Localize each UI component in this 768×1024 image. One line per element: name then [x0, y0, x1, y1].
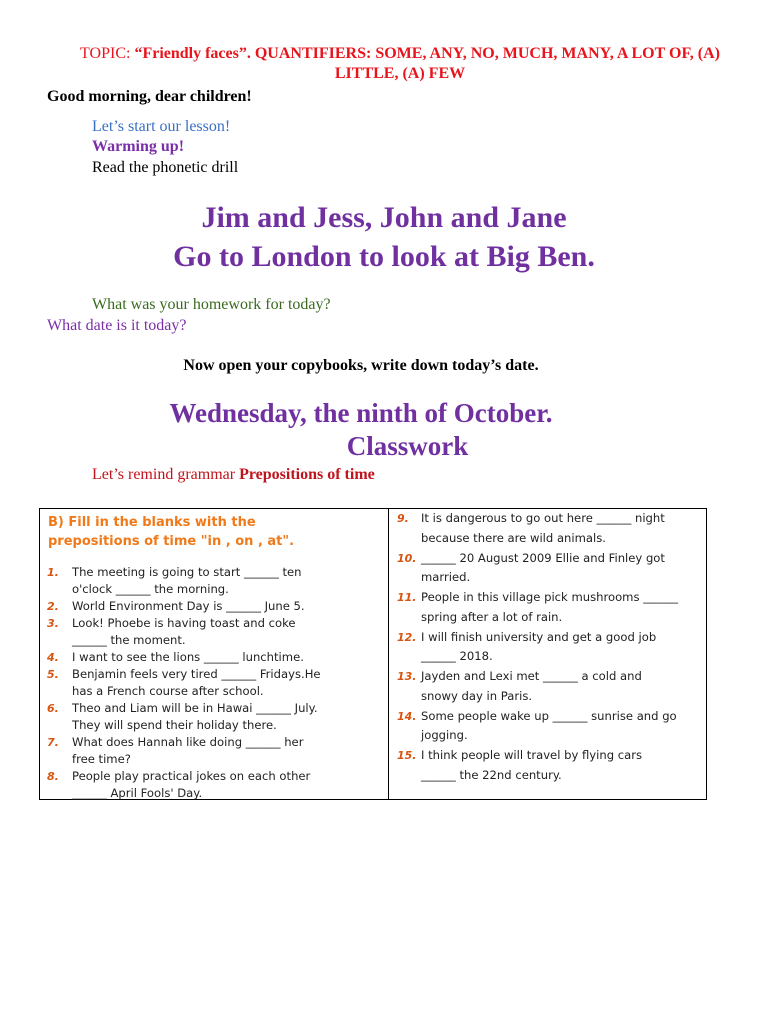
- date-question: What date is it today?: [47, 317, 187, 334]
- item-number: 7.: [47, 736, 59, 749]
- drill-line-2: Go to London to look at Big Ben.: [173, 240, 595, 273]
- item-text-line: snowy day in Paris.: [421, 688, 533, 703]
- item-text-line: ______ 20 August 2009 Ellie and Finley got: [421, 550, 665, 565]
- item-text-line: has a French course after school.: [72, 684, 264, 698]
- item-text-line: o'clock ______ the morning.: [72, 582, 229, 596]
- item-text-line: ______ April Fools' Day.: [72, 786, 203, 800]
- item-number: 6.: [47, 702, 59, 715]
- item-number: 1.: [47, 566, 59, 579]
- topic-prefix: TOPIC:: [80, 45, 135, 62]
- item-number: 10.: [397, 551, 417, 565]
- date-line: Wednesday, the ninth of October.: [169, 398, 553, 428]
- item-number: 13.: [397, 670, 417, 683]
- item-text-line: because there are wild animals.: [421, 530, 606, 545]
- item-text-line: jogging.: [421, 728, 468, 742]
- item-text-line: People in this village pick mushrooms ______: [421, 590, 678, 604]
- reminder-prefix: Let’s remind grammar: [92, 466, 240, 483]
- item-text-line: married.: [421, 570, 471, 584]
- item-text-line: ______ the moment.: [72, 633, 186, 647]
- item-number: 12.: [397, 630, 417, 644]
- item-text-line: Look! Phoebe is having toast and coke: [72, 616, 296, 630]
- read-drill-text: Read the phonetic drill: [92, 159, 239, 176]
- phonetic-drill: [0, 198, 768, 276]
- item-number: 11.: [397, 591, 417, 604]
- topic-heading: [60, 44, 740, 84]
- item-number: 15.: [397, 749, 417, 762]
- item-text-line: Some people wake up ______ sunrise and go: [421, 708, 677, 723]
- item-text-line: free time?: [72, 752, 131, 766]
- item-number: 4.: [47, 651, 59, 664]
- item-text-line: Jayden and Lexi met ______ a cold and: [421, 669, 642, 683]
- item-number: 5.: [47, 668, 59, 681]
- item-text-line: What does Hannah like doing ______ her: [72, 735, 304, 749]
- exercise-table: [39, 508, 707, 800]
- greeting: Good morning, dear children!: [47, 88, 252, 105]
- item-text-line: ______ 2018.: [421, 649, 493, 663]
- item-text-line: It is dangerous to go out here ______ night: [421, 511, 665, 525]
- item-text-line: spring after a lot of rain.: [421, 609, 563, 624]
- item-text-line: The meeting is going to start ______ ten: [72, 565, 302, 579]
- item-number: 9.: [397, 512, 409, 525]
- copybook-instruction: Now open your copybooks, write down today’s date.: [183, 357, 539, 374]
- item-text-line: I think people will travel by flying cars: [421, 748, 643, 762]
- item-text-line: Benjamin feels very tired ______ Fridays.He: [72, 667, 321, 681]
- exercise-title-line-1: B) Fill in the blanks with the: [48, 515, 256, 530]
- item-text-line: Theo and Liam will be in Hawai ______ July.: [72, 701, 318, 715]
- homework-question: What was your homework for today?: [92, 296, 331, 313]
- warming-up-heading: Warming up!: [92, 138, 185, 155]
- item-text-line: They will spend their holiday there.: [72, 718, 277, 732]
- grammar-reminder: [92, 466, 375, 484]
- exercise-title-line-2: prepositions of time "in , on , at".: [48, 534, 295, 549]
- item-text-line: I will finish university and get a good job: [421, 629, 657, 644]
- exercise-title: [48, 513, 378, 551]
- item-text-line: I want to see the lions ______ lunchtime.: [72, 650, 304, 664]
- start-lesson-text: Let’s start our lesson!: [92, 118, 231, 135]
- classwork-heading: Classwork: [346, 431, 469, 461]
- topic-title: “Friendly faces”. QUANTIFIERS: SOME, ANY, NO, MUCH, MANY, A LOT OF, (A) LITTLE, (A) FEW: [134, 45, 720, 82]
- column-divider: [388, 509, 389, 799]
- item-text-line: ______ the 22nd century.: [421, 767, 562, 782]
- item-number: 3.: [47, 617, 59, 630]
- reminder-topic: Prepositions of time: [239, 466, 375, 483]
- item-text-line: People play practical jokes on each other: [72, 769, 311, 783]
- drill-line-1: Jim and Jess, John and Jane: [201, 201, 567, 234]
- item-text-line: World Environment Day is ______ June 5.: [72, 599, 305, 613]
- item-number: 8.: [47, 770, 59, 783]
- item-number: 14.: [397, 709, 417, 723]
- item-number: 2.: [47, 600, 59, 613]
